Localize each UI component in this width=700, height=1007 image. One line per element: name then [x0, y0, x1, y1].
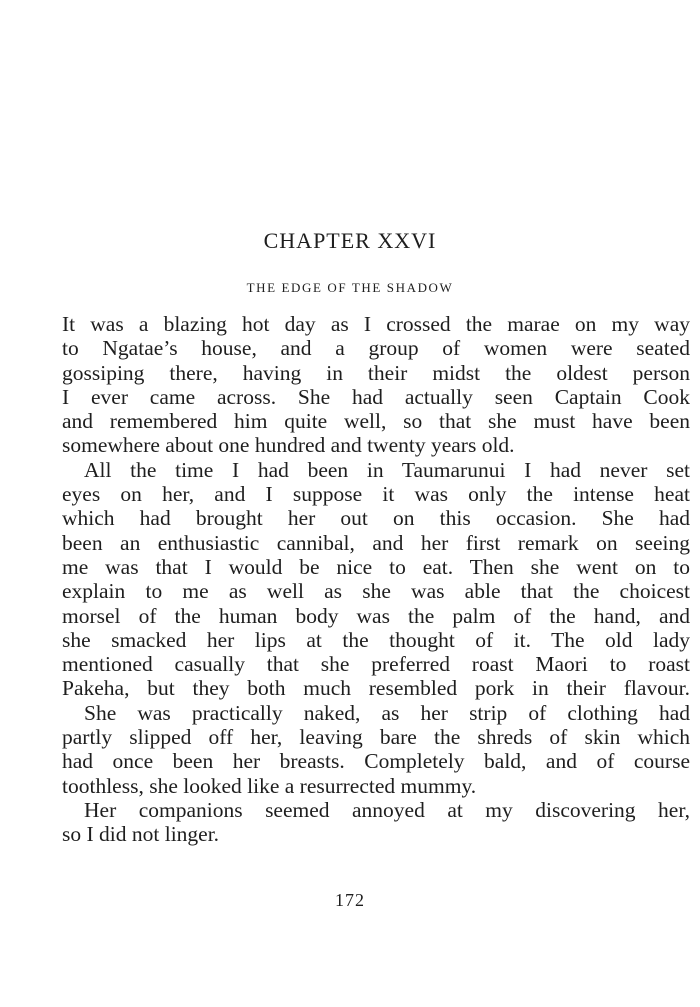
- text-line: so I did not linger.: [62, 822, 220, 847]
- text-line: had once been her breasts. Completely bald, and of course: [62, 749, 690, 774]
- text-line: me was that I would be nice to eat. Then she went on to: [62, 554, 690, 579]
- text-line: mentioned casually that she preferred roast Maori to roast: [62, 652, 690, 677]
- text-line: partly slipped off her, leaving bare the shreds of skin which: [62, 725, 690, 750]
- text-line: It was a blazing hot day as I crossed the marae on my way: [62, 312, 690, 336]
- text-line: She was practically naked, as her strip of clothing had: [84, 700, 690, 725]
- chapter-subtitle: THE EDGE OF THE SHADOW: [246, 280, 454, 295]
- body-text: [62, 312, 690, 847]
- text-line: and remembered him quite well, so that she must have been: [62, 409, 690, 434]
- text-line: to Ngatae’s house, and a group of women were seated: [62, 336, 690, 361]
- chapter-title: CHAPTER XXVI: [263, 228, 437, 253]
- page-number: 172: [335, 890, 365, 910]
- text-line: gossiping there, having in their midst the oldest person: [62, 360, 690, 385]
- text-line: been an enthusiastic cannibal, and her first remark on seeing: [62, 530, 690, 555]
- text-line: morsel of the human body was the palm of the hand, and: [62, 603, 690, 628]
- text-line: explain to me as well as she was able that the choicest: [62, 579, 690, 604]
- text-line: I ever came across. She had actually seen Captain Cook: [62, 384, 690, 409]
- text-line: toothless, she looked like a resurrected mummy.: [62, 773, 477, 798]
- text-line: she smacked her lips at the thought of it. The old lady: [62, 627, 690, 652]
- text-line: somewhere about one hundred and twenty years old.: [62, 433, 515, 458]
- text-line: eyes on her, and I suppose it was only the intense heat: [62, 482, 690, 507]
- text-line: Her companions seemed annoyed at my discovering her,: [84, 797, 690, 822]
- text-line: Pakeha, but they both much resembled pork in their flavour.: [62, 676, 690, 701]
- text-line: which had brought her out on this occasion. She had: [62, 506, 690, 531]
- text-line: All the time I had been in Taumarunui I had never set: [84, 457, 690, 482]
